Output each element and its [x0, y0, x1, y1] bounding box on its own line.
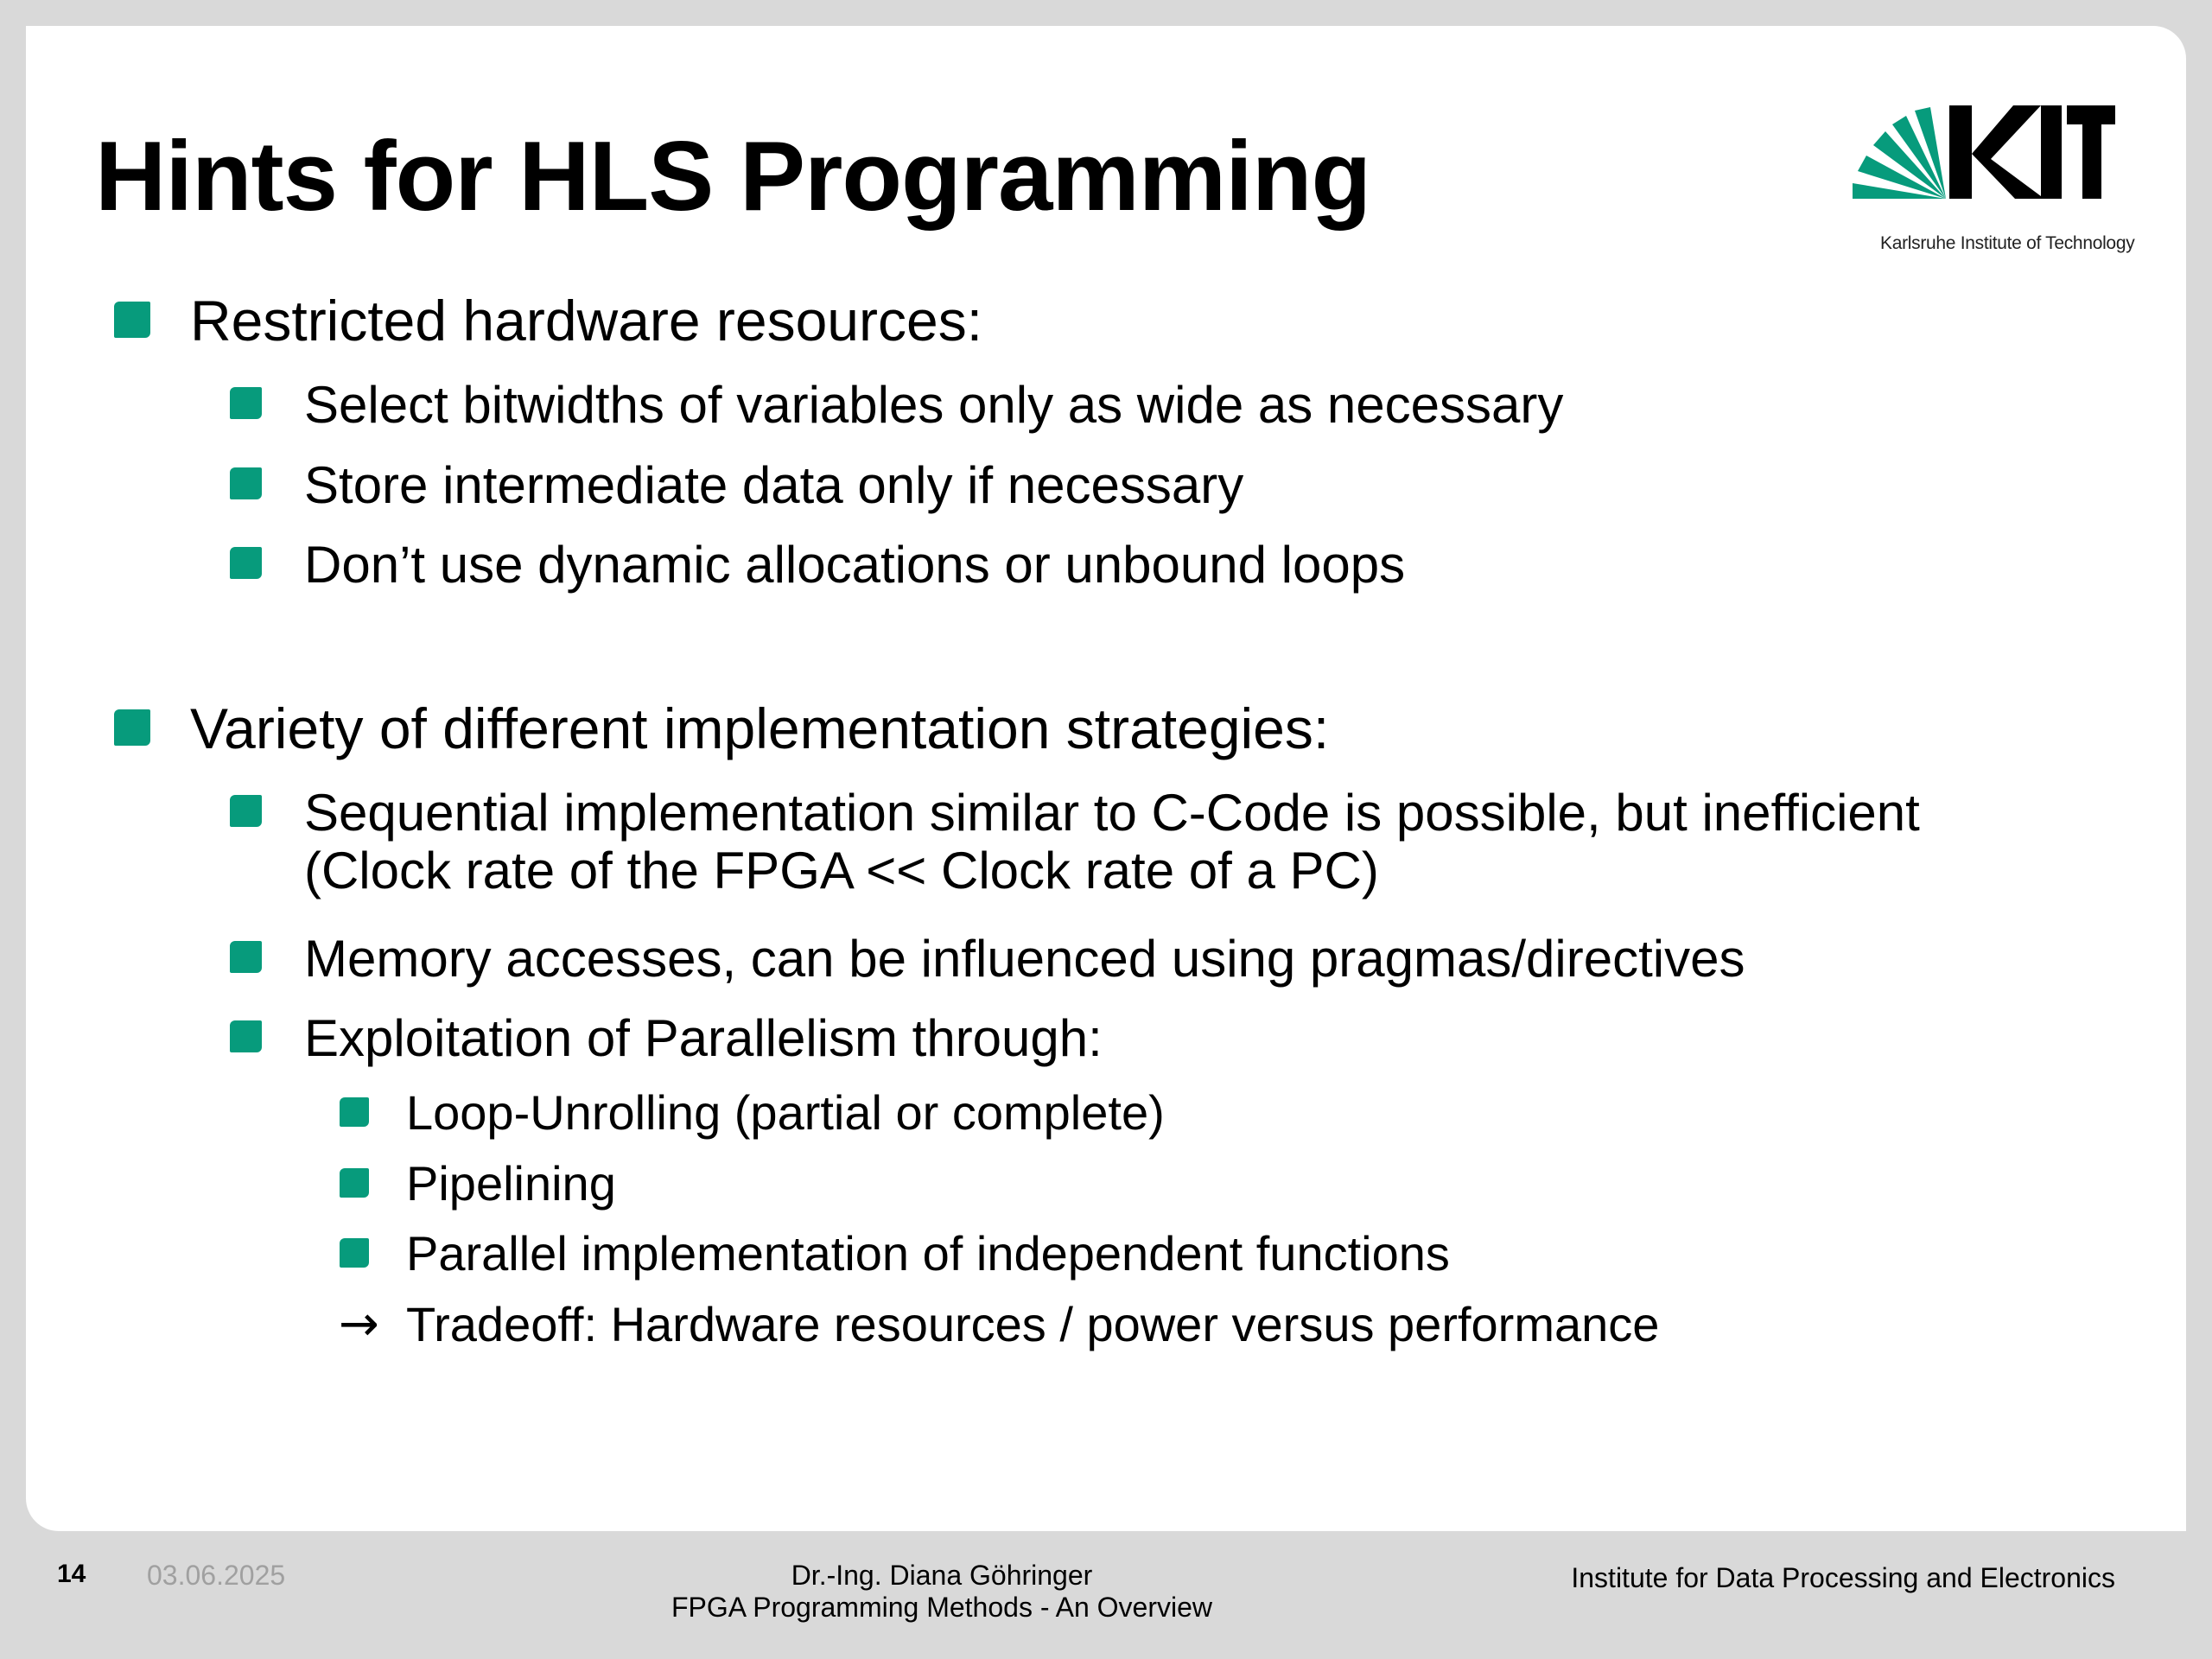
- sub-bullet-text: Don’t use dynamic allocations or unbound loops: [304, 536, 1406, 594]
- bullet-square-icon: [340, 1097, 369, 1127]
- sub-bullet-item: [304, 784, 1920, 899]
- sub-sub-bullet-item: [406, 1157, 616, 1211]
- bullet-text: Restricted hardware resources:: [190, 289, 983, 353]
- bullet-square-icon: [114, 302, 150, 338]
- logo-subtitle: Karlsruhe Institute of Technology: [1880, 233, 2135, 253]
- page-number: 14: [57, 1560, 86, 1588]
- footer-author: Dr.-Ing. Diana Göhringer: [791, 1560, 1093, 1591]
- kit-logo: [1849, 78, 2143, 253]
- footer-presentation-title: FPGA Programming Methods - An Overview: [671, 1592, 1212, 1624]
- slide-title: Hints for HLS Programming: [95, 122, 1371, 232]
- sub-bullet-text: Sequential implementation similar to C-Code is possible, but inefficient: [304, 784, 1920, 842]
- sub-bullet-item: [304, 1009, 1103, 1067]
- bullet-square-icon: [114, 709, 150, 746]
- bullet-square-icon: [230, 547, 262, 579]
- footer-center-info: [622, 1560, 1262, 1637]
- bullet-square-icon: [230, 387, 262, 419]
- sub-bullet-text: Memory accesses, can be influenced using pragmas/directives: [304, 930, 1745, 988]
- sub-bullet-item: [304, 930, 1745, 988]
- slide-canvas: [26, 26, 2186, 1531]
- kit-logo-icon: [1849, 104, 2117, 233]
- sub-bullet-text: Store intermediate data only if necessary: [304, 456, 1244, 514]
- sub-bullet-text: Exploitation of Parallelism through:: [304, 1009, 1103, 1067]
- footer-date: 03.06.2025: [147, 1560, 286, 1591]
- footer-institute: Institute for Data Processing and Electronics: [1571, 1562, 2115, 1593]
- bullet-item: [190, 697, 1329, 761]
- right-arrow-icon: →: [339, 1296, 379, 1352]
- sub-bullet-item: [304, 536, 1405, 594]
- bullet-square-icon: [340, 1168, 369, 1198]
- conclusion-text: Tradeoff: Hardware resources / power versus performance: [406, 1297, 1660, 1351]
- sub-sub-bullet-item: [406, 1086, 1165, 1141]
- sub-sub-bullet-text: Parallel implementation of independent functions: [406, 1226, 1450, 1281]
- bullet-text: Variety of different implementation strategies:: [190, 696, 1330, 760]
- conclusion-item: [339, 1296, 1660, 1352]
- bullet-square-icon: [230, 941, 262, 973]
- sub-sub-bullet-item: [406, 1227, 1450, 1281]
- sub-bullet-item: [304, 456, 1243, 514]
- bullet-square-icon: [230, 795, 262, 827]
- sub-sub-bullet-text: Loop-Unrolling (partial or complete): [406, 1085, 1165, 1140]
- bullet-square-icon: [340, 1238, 369, 1268]
- sub-sub-bullet-text: Pipelining: [406, 1156, 616, 1211]
- bullet-square-icon: [230, 467, 262, 499]
- sub-bullet-text: Select bitwidths of variables only as wide as necessary: [304, 376, 1564, 434]
- sub-bullet-text-continuation: (Clock rate of the FPGA << Clock rate of a PC): [304, 842, 1379, 900]
- bullet-square-icon: [230, 1020, 262, 1052]
- bullet-item: [190, 289, 982, 353]
- sub-bullet-item: [304, 376, 1563, 434]
